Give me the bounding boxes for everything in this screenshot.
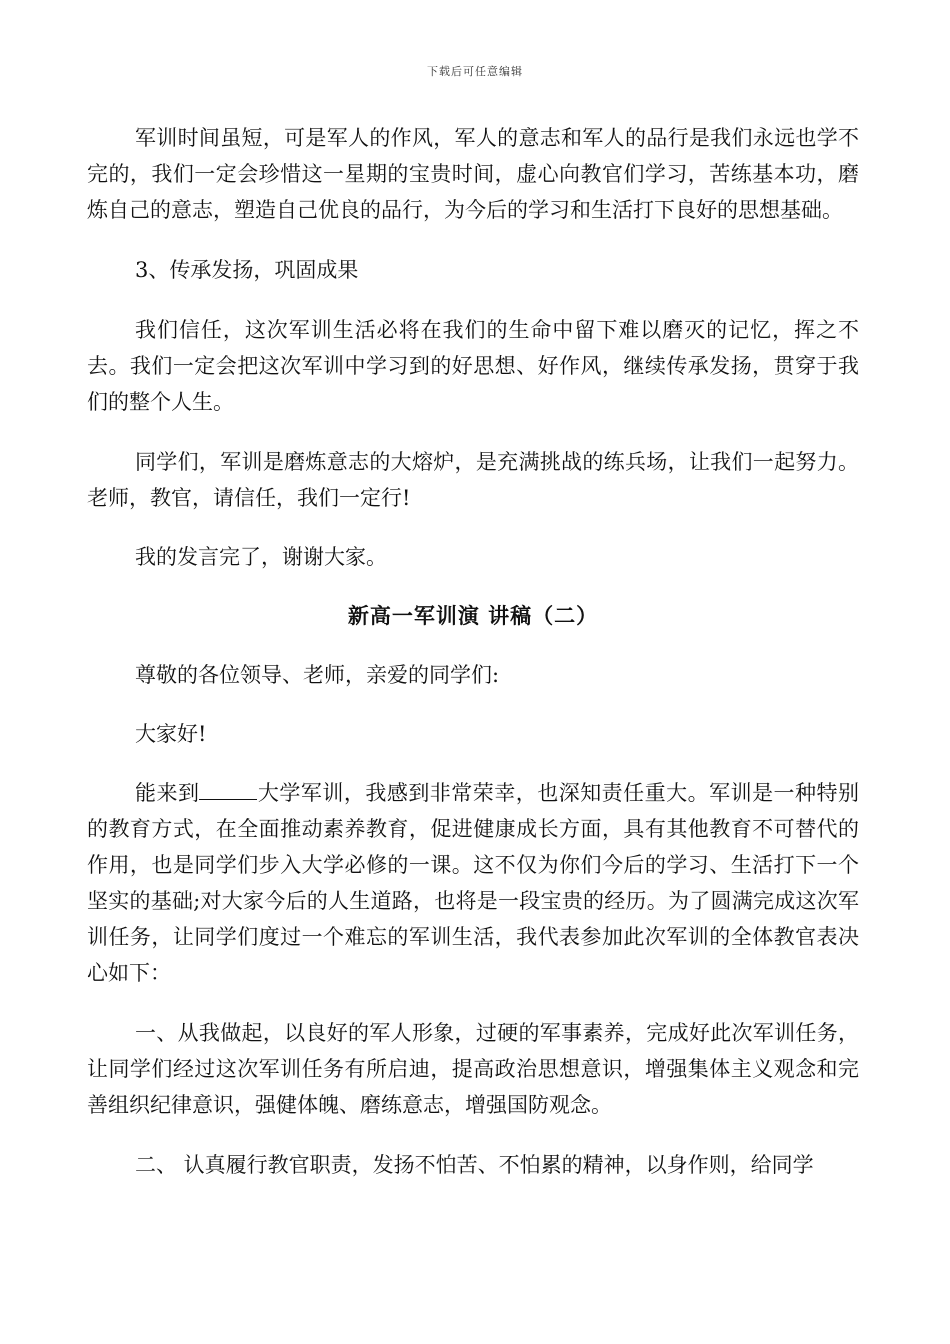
paragraph-3: 我们信任，这次军训生活必将在我们的生命中留下难以磨灭的记忆，挥之不去。我们一定会把这次军训中学习到的好思想、好作风，继续传承发扬，贯穿于我们的整个人生。 [87, 318, 859, 414]
salutation: 尊敬的各位领导、老师，亲爱的同学们: [135, 663, 500, 687]
paragraph-1: 军训时间虽短，可是军人的作风，军人的意志和军人的品行是我们永远也学不完的，我们一定会珍惜这一星期的宝贵时间，虚心向教官们学习，苦练基本功，磨炼自己的意志，塑造自己优良的品行，为今后的学习和生活打下良好的思想基础。 [87, 126, 859, 222]
fill-in-blank [199, 777, 257, 800]
paragraph-9: 一、从我做起，以良好的军人形象，过硬的军事素养，完成好此次军训任务，让同学们经过这次军训任务有所启迪，提高政治思想意识，增强集体主义观念和完善组织纪律意识，强健体魄、磨练意志，增强国防观念。 [87, 1021, 859, 1117]
paragraph-5: 我的发言完了，谢谢大家。 [135, 545, 387, 569]
paragraph-8-rest: 大学军训，我感到非常荣幸，也深知责任重大。军训是一种特别的教育方式，在全面推动素养教育，促进健康成长方面，具有其他教育不可替代的作用，也是同学们步入大学必修的一课。这不仅为你们今后的学习、生活打下一个坚实的基础;对大家今后的人生道路，也将是一段宝贵的经历。为了圆满完成这次军训任务，让同学们度过一个难忘的军训生活，我代表参加此次军训的全体教官表决心如下： [87, 781, 859, 985]
greeting: 大家好! [135, 722, 207, 746]
paragraph-8 [87, 775, 859, 991]
paragraph-4: 同学们，军训是磨炼意志的大熔炉，是充满挑战的练兵场，让我们一起努力。老师，教官，请信任，我们一定行! [87, 450, 859, 510]
document-body [87, 120, 859, 1183]
page-header: 下载后可任意编辑 [427, 65, 523, 78]
document-title: 新高一军训演 讲稿（二） [347, 604, 599, 628]
paragraph-10: 二、 认真履行教官职责，发扬不怕苦、不怕累的精神，以身作则，给同学 [135, 1153, 814, 1177]
paragraph-8-start: 能来到 [135, 781, 200, 805]
section-heading-3: 3、传承发扬，巩固成果 [135, 258, 359, 282]
